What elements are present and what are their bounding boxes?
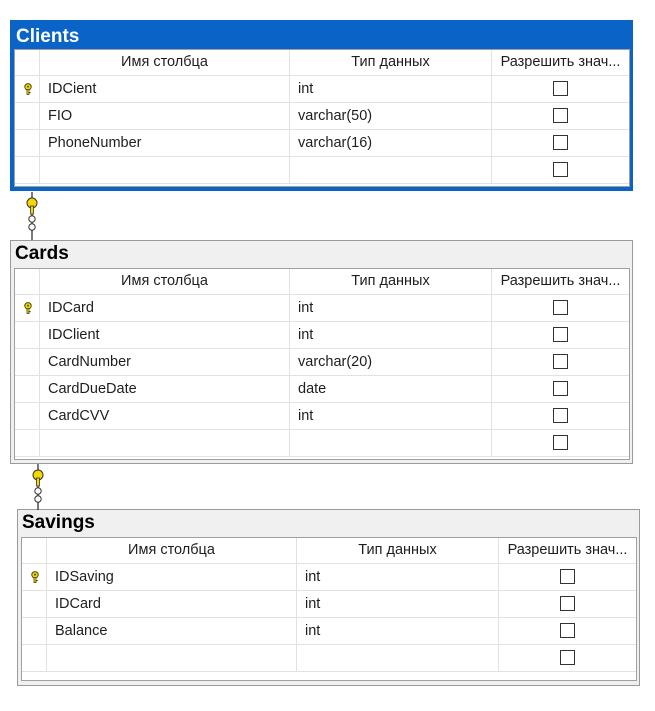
- data-type-cell[interactable]: int: [290, 295, 492, 321]
- column-name-cell[interactable]: CardDueDate: [40, 376, 290, 402]
- table-row[interactable]: [22, 618, 636, 645]
- row-selector[interactable]: [15, 157, 40, 183]
- allow-nulls-checkbox[interactable]: [560, 596, 575, 611]
- row-selector[interactable]: [15, 76, 40, 102]
- relationship-connector-icon: [33, 464, 43, 510]
- relationship-connector-icon: [27, 192, 37, 240]
- columns-grid: [21, 537, 637, 681]
- table-row[interactable]: [22, 564, 636, 591]
- key-icon: [23, 302, 33, 314]
- table-cards[interactable]: [10, 240, 633, 464]
- data-type-cell[interactable]: date: [290, 376, 492, 402]
- column-name-cell[interactable]: IDCard: [47, 591, 297, 617]
- allow-nulls-cell: [492, 103, 629, 129]
- allow-nulls-checkbox[interactable]: [553, 354, 568, 369]
- column-name-cell[interactable]: [40, 157, 290, 183]
- row-selector[interactable]: [22, 618, 47, 644]
- header-column-name[interactable]: Имя столбца: [47, 538, 297, 563]
- data-type-cell[interactable]: int: [297, 564, 499, 590]
- header-data-type[interactable]: Тип данных: [290, 269, 492, 294]
- allow-nulls-cell: [492, 295, 629, 321]
- column-header-row: [15, 50, 629, 76]
- allow-nulls-checkbox[interactable]: [553, 135, 568, 150]
- table-row[interactable]: [22, 645, 636, 672]
- data-type-cell[interactable]: varchar(20): [290, 349, 492, 375]
- table-row[interactable]: [15, 76, 629, 103]
- table-row[interactable]: [15, 430, 629, 457]
- allow-nulls-checkbox[interactable]: [553, 435, 568, 450]
- row-selector-header: [15, 50, 40, 75]
- row-selector[interactable]: [15, 295, 40, 321]
- header-column-name[interactable]: Имя столбца: [40, 50, 290, 75]
- data-type-cell[interactable]: int: [290, 403, 492, 429]
- allow-nulls-cell: [492, 430, 629, 456]
- allow-nulls-checkbox[interactable]: [553, 327, 568, 342]
- column-name-cell[interactable]: [47, 645, 297, 671]
- row-selector[interactable]: [15, 349, 40, 375]
- allow-nulls-checkbox[interactable]: [560, 623, 575, 638]
- row-selector[interactable]: [15, 430, 40, 456]
- table-row[interactable]: [22, 591, 636, 618]
- column-name-cell[interactable]: IDCient: [40, 76, 290, 102]
- key-icon: [30, 571, 40, 583]
- row-selector[interactable]: [15, 103, 40, 129]
- column-name-cell[interactable]: IDClient: [40, 322, 290, 348]
- data-type-cell[interactable]: int: [297, 618, 499, 644]
- data-type-cell[interactable]: int: [290, 76, 492, 102]
- key-icon: [23, 83, 33, 95]
- table-row[interactable]: [15, 403, 629, 430]
- allow-nulls-checkbox[interactable]: [553, 108, 568, 123]
- row-selector[interactable]: [15, 130, 40, 156]
- table-clients[interactable]: [10, 20, 633, 191]
- allow-nulls-checkbox[interactable]: [553, 162, 568, 177]
- row-selector[interactable]: [15, 403, 40, 429]
- allow-nulls-cell: [492, 130, 629, 156]
- column-name-cell[interactable]: FIO: [40, 103, 290, 129]
- table-title: Cards: [15, 243, 69, 264]
- column-name-cell[interactable]: [40, 430, 290, 456]
- row-selector[interactable]: [22, 645, 47, 671]
- column-header-row: [22, 538, 636, 564]
- relationship-cards-savings[interactable]: [28, 462, 48, 512]
- table-title: Clients: [16, 26, 80, 47]
- allow-nulls-checkbox[interactable]: [553, 381, 568, 396]
- row-selector[interactable]: [22, 591, 47, 617]
- column-name-cell[interactable]: CardNumber: [40, 349, 290, 375]
- allow-nulls-cell: [492, 76, 629, 102]
- column-name-cell[interactable]: CardCVV: [40, 403, 290, 429]
- header-allow-nulls[interactable]: Разрешить знач...: [500, 273, 621, 289]
- row-selector[interactable]: [22, 564, 47, 590]
- row-selector[interactable]: [15, 322, 40, 348]
- column-name-cell[interactable]: Balance: [47, 618, 297, 644]
- allow-nulls-checkbox[interactable]: [553, 408, 568, 423]
- column-name-cell[interactable]: IDCard: [40, 295, 290, 321]
- data-type-cell[interactable]: int: [290, 322, 492, 348]
- table-row[interactable]: [15, 103, 629, 130]
- table-row[interactable]: [15, 295, 629, 322]
- column-name-cell[interactable]: PhoneNumber: [40, 130, 290, 156]
- header-allow-nulls[interactable]: Разрешить знач...: [507, 542, 628, 558]
- header-allow-nulls[interactable]: Разрешить знач...: [500, 54, 621, 70]
- allow-nulls-cell: [492, 349, 629, 375]
- row-selector-header: [15, 269, 40, 294]
- table-title: Savings: [22, 512, 95, 533]
- column-header-row: [15, 269, 629, 295]
- allow-nulls-cell: [492, 322, 629, 348]
- allow-nulls-checkbox[interactable]: [553, 81, 568, 96]
- table-row[interactable]: [15, 130, 629, 157]
- allow-nulls-cell: [499, 645, 636, 671]
- header-data-type[interactable]: Тип данных: [290, 50, 492, 75]
- row-selector-header: [22, 538, 47, 563]
- table-row[interactable]: [15, 322, 629, 349]
- allow-nulls-cell: [499, 618, 636, 644]
- data-type-cell[interactable]: [297, 645, 499, 671]
- allow-nulls-checkbox[interactable]: [553, 300, 568, 315]
- relationship-clients-cards[interactable]: [22, 190, 42, 242]
- allow-nulls-checkbox[interactable]: [560, 650, 575, 665]
- data-type-cell[interactable]: [290, 430, 492, 456]
- header-column-name[interactable]: Имя столбца: [40, 269, 290, 294]
- data-type-cell[interactable]: [290, 157, 492, 183]
- table-row[interactable]: [15, 349, 629, 376]
- allow-nulls-checkbox[interactable]: [560, 569, 575, 584]
- allow-nulls-cell: [492, 376, 629, 402]
- allow-nulls-cell: [492, 403, 629, 429]
- data-type-cell[interactable]: varchar(50): [290, 103, 492, 129]
- data-type-cell[interactable]: int: [297, 591, 499, 617]
- columns-grid: [14, 49, 630, 187]
- table-row[interactable]: [15, 376, 629, 403]
- allow-nulls-cell: [499, 591, 636, 617]
- allow-nulls-cell: [499, 564, 636, 590]
- table-savings[interactable]: [17, 509, 640, 686]
- columns-grid: [14, 268, 630, 460]
- table-row[interactable]: [15, 157, 629, 184]
- column-name-cell[interactable]: IDSaving: [47, 564, 297, 590]
- allow-nulls-cell: [492, 157, 629, 183]
- row-selector[interactable]: [15, 376, 40, 402]
- data-type-cell[interactable]: varchar(16): [290, 130, 492, 156]
- header-data-type[interactable]: Тип данных: [297, 538, 499, 563]
